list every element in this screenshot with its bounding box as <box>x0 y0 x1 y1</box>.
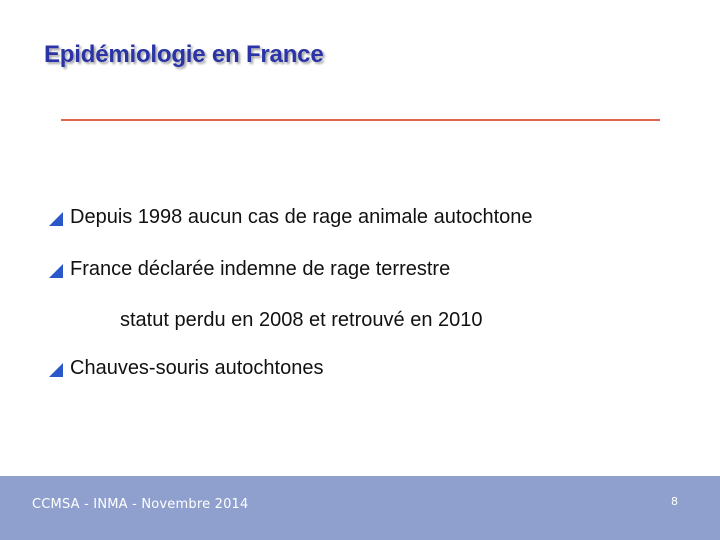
slide-title: Epidémiologie en France <box>44 41 324 68</box>
triangle-bullet-icon <box>49 363 63 377</box>
bullet-text: Depuis 1998 aucun cas de rage animale autochtone <box>70 206 533 228</box>
bullet-text: Chauves-souris autochtones <box>70 357 324 379</box>
footer-bar <box>0 476 720 540</box>
triangle-bullet-icon <box>49 212 63 226</box>
bullet-item-3 <box>49 357 323 380</box>
triangle-bullet-icon <box>49 264 63 278</box>
title-divider <box>61 119 660 121</box>
sub-item: statut perdu en 2008 et retrouvé en 2010 <box>120 309 483 331</box>
footer-text: CCMSA - INMA - Novembre 2014 <box>32 497 249 512</box>
bullet-item-1 <box>49 206 533 229</box>
bullet-item-2 <box>49 258 450 281</box>
page-number: 8 <box>671 495 678 508</box>
bullet-text: France déclarée indemne de rage terrestre <box>70 258 451 280</box>
